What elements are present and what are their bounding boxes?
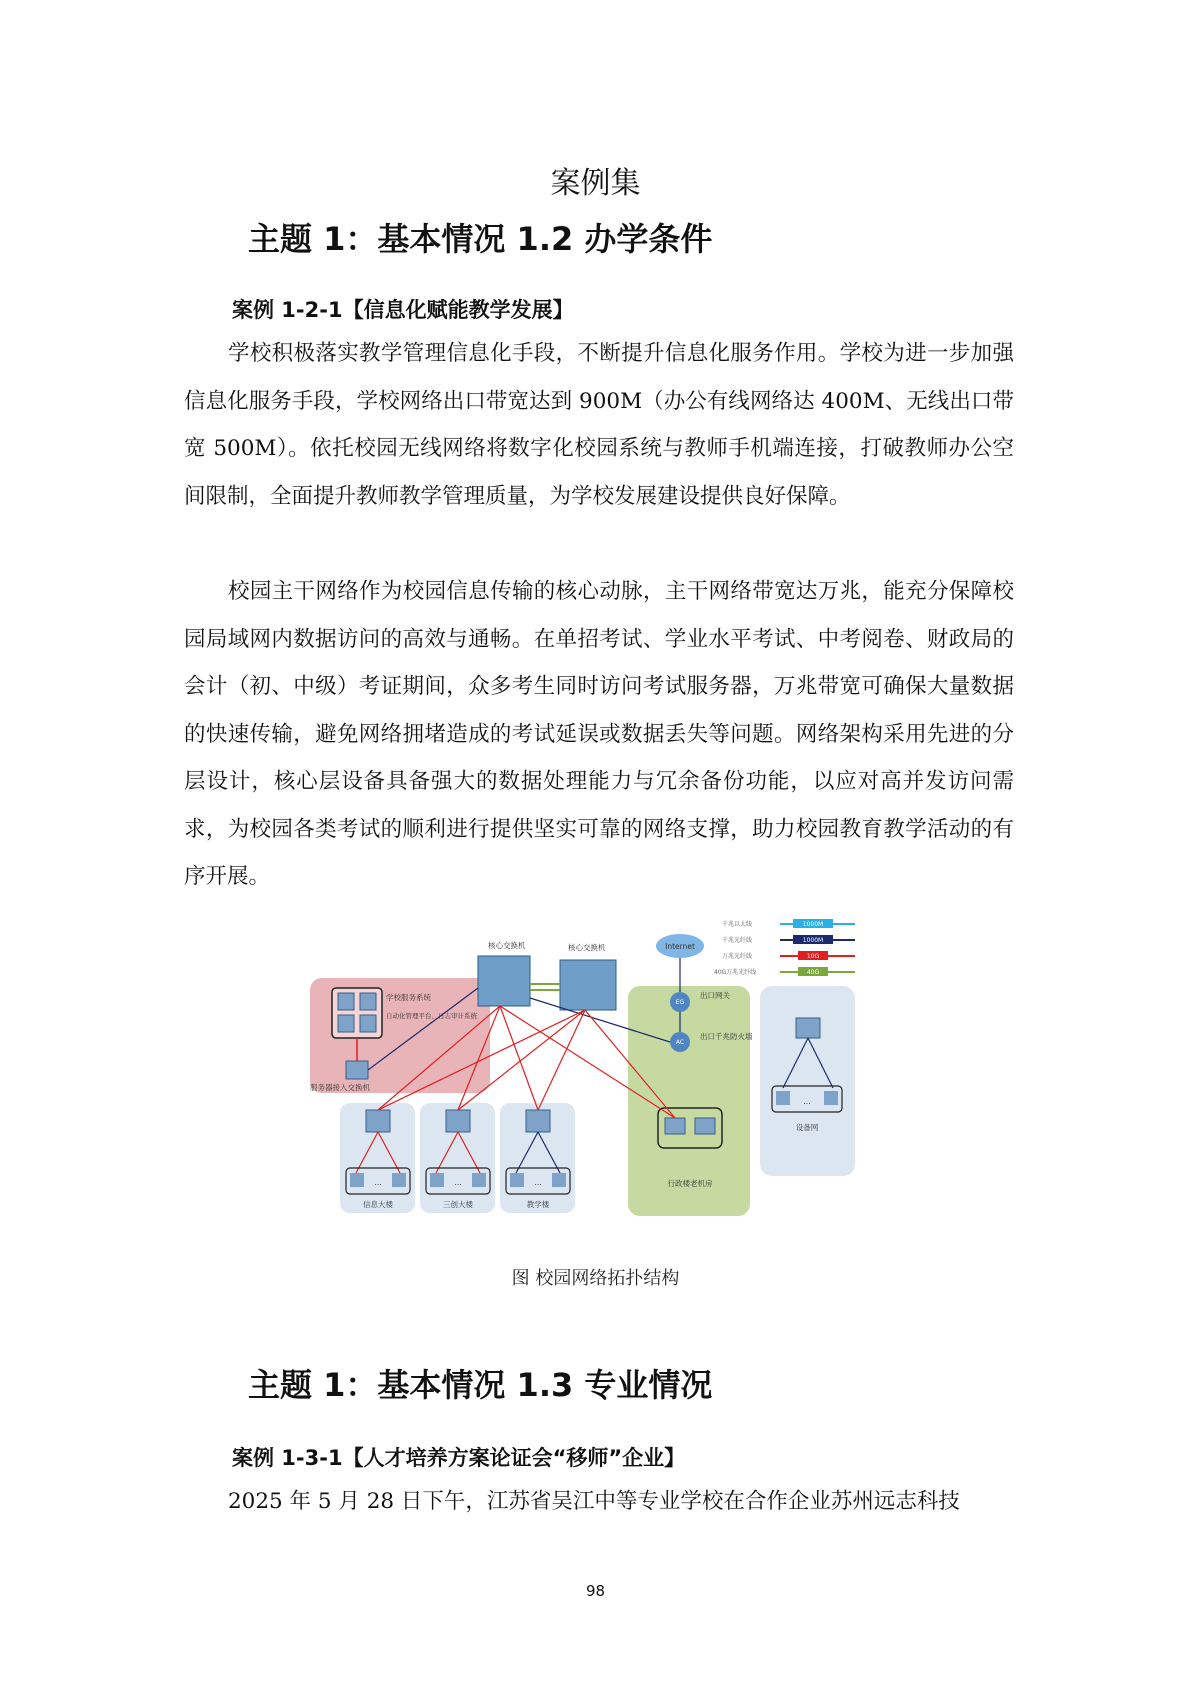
- device-net-label: 设备网: [795, 1123, 819, 1132]
- legend-badge-3: 10G: [806, 953, 820, 960]
- paragraph-backbone-network: 校园主干网络作为校园信息传输的核心动脉，主干网络带宽达万兆，能充分保障校园局域网内数据访问的高效与通畅。在单招考试、学业水平考试、中考阅卷、财政局的会计（初、中级）考证期间，众多考生同时访问考试服务器，万兆带宽可确保大量数据的快速传输，避免网络拥堵造成的考试延误或数据丢失等问题。网络架构采用先进的分层设计，核心层设备具备强大的数据处理能力与冗余备份功能，以应对高并发访问需求，为校园各类考试的顺利进行提供坚实可靠的网络支撑，助力校园教育教学活动的有序开展。: [184, 579, 1014, 889]
- network-topology-figure: [310, 918, 930, 1218]
- legend-label-2: 千兆光纤线: [722, 937, 753, 944]
- figure-caption: 图 校园网络拓扑结构: [511, 1268, 680, 1289]
- ac-label: AC: [675, 1039, 685, 1046]
- ac-desc: 出口千兆防火墙: [700, 1032, 753, 1041]
- building-label-1: 信息大楼: [363, 1200, 393, 1209]
- server-icon: [338, 993, 354, 1010]
- core-switch-2-label: 核心交换机: [568, 943, 606, 952]
- topic-heading-1-2: 主题 1：基本情况 1.2 办学条件: [248, 220, 713, 258]
- figure-legend: [714, 919, 855, 976]
- switch-icon: [796, 1018, 820, 1038]
- switch-icon: [695, 1118, 715, 1134]
- case-heading-1-2-1: 案例 1-2-1【信息化赋能教学发展】: [232, 298, 574, 322]
- switch-icon: [526, 1110, 550, 1132]
- legend-badge-1: 1000M: [802, 921, 824, 928]
- switch-icon: [510, 1173, 524, 1187]
- switch-icon: [446, 1110, 470, 1132]
- device-net-zone: [760, 986, 855, 1176]
- page-number: 98: [585, 1582, 606, 1600]
- switch-icon: [776, 1091, 790, 1105]
- core-switch-1-icon: [478, 956, 530, 1006]
- ellipsis-text: …: [803, 1097, 811, 1106]
- document-title: 案例集: [550, 166, 641, 201]
- egress-desc: 出口网关: [700, 991, 730, 1000]
- server-icon: [338, 1015, 354, 1032]
- paragraph-informatization: 学校积极落实教学管理信息化手段，不断提升信息化服务作用。学校为进一步加强信息化服务手段，学校网络出口带宽达到 900M（办公有线网络达 400M、无线出口带宽 500M）。依托校园无线网络将数字化校园系统与教师手机端连接，打破教师办公空间限制，全面提升教师教学管理质量，为学校发展建设提供良好保障。: [184, 341, 1014, 509]
- legend-badge-2: 1000M: [802, 937, 824, 944]
- switch-icon: [665, 1118, 685, 1134]
- topic-heading-1-3: 主题 1：基本情况 1.3 专业情况: [248, 1366, 713, 1404]
- server-icon: [360, 993, 376, 1010]
- ellipsis-text: …: [454, 1178, 462, 1187]
- ellipsis-text: …: [374, 1178, 382, 1187]
- server-zone-text-2: 自动化管理平台、日志审计系统: [386, 1012, 477, 1020]
- server-icon: [360, 1015, 376, 1032]
- paragraph-case-1-3-1: 2025 年 5 月 28 日下午，江苏省吴江中等专业学校在合作企业苏州远志科技: [228, 1489, 960, 1514]
- switch-icon: [472, 1173, 486, 1187]
- egress-label: EG: [675, 999, 685, 1006]
- server-zone-text-1: 学校服务系统: [386, 993, 431, 1002]
- switch-icon: [366, 1110, 390, 1132]
- legend-badge-4: 40G: [806, 969, 820, 976]
- internet-label: Internet: [665, 942, 695, 951]
- building-label-2: 三创大楼: [443, 1200, 473, 1209]
- building-label-3: 教学楼: [526, 1200, 550, 1209]
- admin-room-label: 行政楼老机房: [667, 1179, 713, 1188]
- switch-icon: [552, 1173, 566, 1187]
- switch-icon: [350, 1173, 364, 1187]
- case-heading-1-3-1: 案例 1-3-1【人才培养方案论证会“移师”企业】: [232, 1446, 686, 1470]
- switch-icon: [824, 1091, 838, 1105]
- legend-label-1: 千兆以太线: [722, 921, 753, 928]
- core-switch-1-label: 核心交换机: [488, 941, 526, 950]
- server-access-switch-icon: [346, 1061, 368, 1079]
- server-switch-label: 服务器接入交换机: [310, 1083, 370, 1092]
- switch-icon: [392, 1173, 406, 1187]
- legend-label-3: 万兆光纤线: [722, 953, 753, 960]
- ellipsis-text: …: [534, 1178, 542, 1187]
- legend-label-4: 40G万兆光纤线: [714, 969, 757, 976]
- core-switch-2-icon: [560, 960, 616, 1010]
- switch-icon: [430, 1173, 444, 1187]
